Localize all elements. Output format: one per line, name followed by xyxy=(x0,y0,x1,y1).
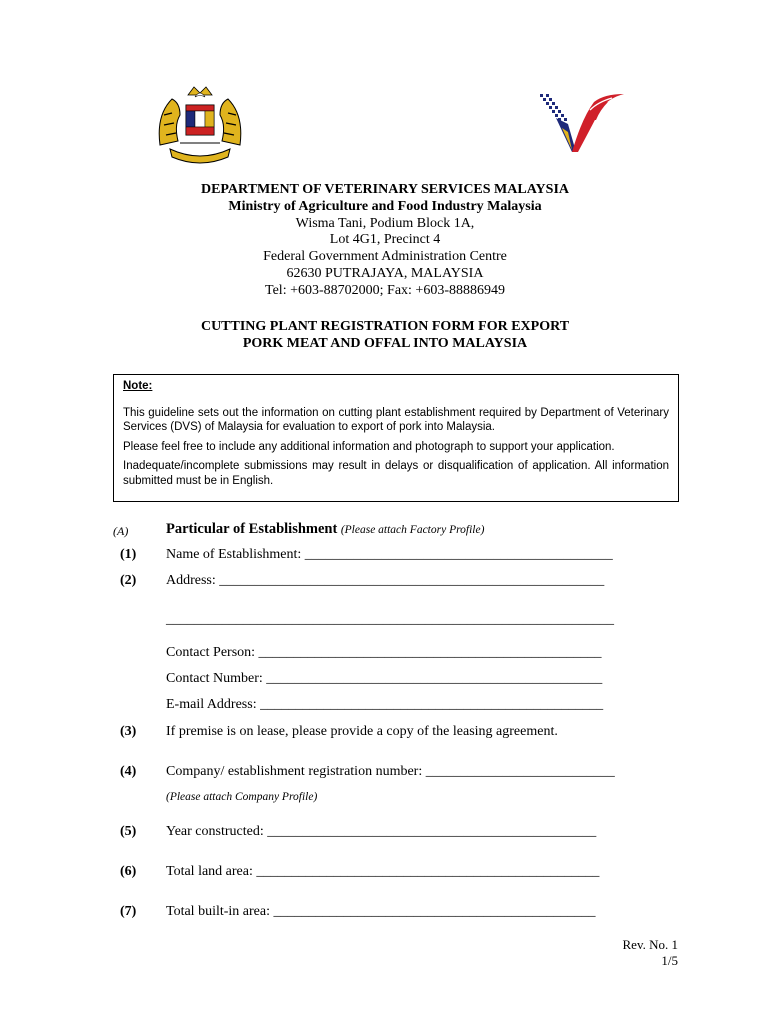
item-5-number: (5) xyxy=(120,824,137,839)
land-area-field[interactable]: Total land area: _________________________________________________ xyxy=(166,864,600,879)
ministry-name: Ministry of Agriculture and Food Industry Malaysia xyxy=(228,198,542,214)
item-2-number: (2) xyxy=(120,573,137,588)
item-1-number: (1) xyxy=(120,547,137,562)
form-title-line-1: CUTTING PLANT REGISTRATION FORM FOR EXPORT xyxy=(200,319,570,334)
section-a-heading xyxy=(166,521,484,538)
note-paragraph-2: Please feel free to include any additional information and photograph to support your application. xyxy=(123,440,615,453)
page-number: 1/5 xyxy=(661,953,678,968)
address-line-1: Wisma Tani, Podium Block 1A, xyxy=(295,215,475,231)
note-box xyxy=(113,374,679,502)
year-constructed-field[interactable]: Year constructed: _______________________________________________ xyxy=(166,824,597,839)
footer xyxy=(623,937,679,969)
section-a-title: Particular of Establishment xyxy=(166,521,338,537)
address-line-4: 62630 PUTRAJAYA, MALAYSIA xyxy=(286,265,484,281)
contact-line: Tel: +603-88702000; Fax: +603-88886949 xyxy=(265,282,505,298)
lease-instruction: If premise is on lease, please provide a copy of the leasing agreement. xyxy=(166,724,558,739)
letterhead xyxy=(0,182,770,300)
department-name: DEPARTMENT OF VETERINARY SERVICES MALAYSIA xyxy=(200,182,570,197)
item-6-number: (6) xyxy=(120,864,137,879)
contact-number-field[interactable]: Contact Number: ________________________________________________ xyxy=(166,671,603,686)
section-a-label: (A) xyxy=(113,524,129,538)
establishment-name-field[interactable]: Name of Establishment: ____________________________________________ xyxy=(166,547,613,562)
revision-number: Rev. No. 1 xyxy=(622,937,678,952)
item-4-number: (4) xyxy=(120,764,137,779)
item-3-number: (3) xyxy=(120,724,137,739)
address-line-3: Federal Government Administration Centre xyxy=(263,249,507,265)
form-title xyxy=(0,318,770,352)
address-field-line-2[interactable]: ________________________________________________________________ xyxy=(166,612,614,627)
address-field[interactable]: Address: _______________________________________________________ xyxy=(166,573,605,588)
dvs-malaysia-logo xyxy=(538,88,628,158)
company-profile-hint: (Please attach Company Profile) xyxy=(166,791,318,803)
built-in-area-field[interactable]: Total built-in area: ______________________________________________ xyxy=(166,904,596,919)
email-field[interactable]: E-mail Address: _________________________________________________ xyxy=(166,697,604,712)
registration-number-field[interactable]: Company/ establishment registration number: ___________________________ xyxy=(166,764,615,779)
form-title-line-2: PORK MEAT AND OFFAL INTO MALAYSIA xyxy=(242,336,528,351)
item-7-number: (7) xyxy=(120,904,137,919)
contact-person-field[interactable]: Contact Person: _________________________________________________ xyxy=(166,645,602,660)
note-paragraph-3: Inadequate/incomplete submissions may result in delays or disqualification of application. All information submitted must be in English. xyxy=(123,460,669,487)
malaysia-coat-of-arms-logo xyxy=(150,85,250,167)
section-a-hint: (Please attach Factory Profile) xyxy=(340,524,485,536)
address-line-2: Lot 4G1, Precinct 4 xyxy=(329,232,441,248)
note-label: Note: xyxy=(123,380,153,392)
note-paragraph-1: This guideline sets out the information on cutting plant establishment required by Department of Veterinary Services (DVS) of Malaysia for evaluation to export of pork into Malaysia. xyxy=(123,406,669,433)
